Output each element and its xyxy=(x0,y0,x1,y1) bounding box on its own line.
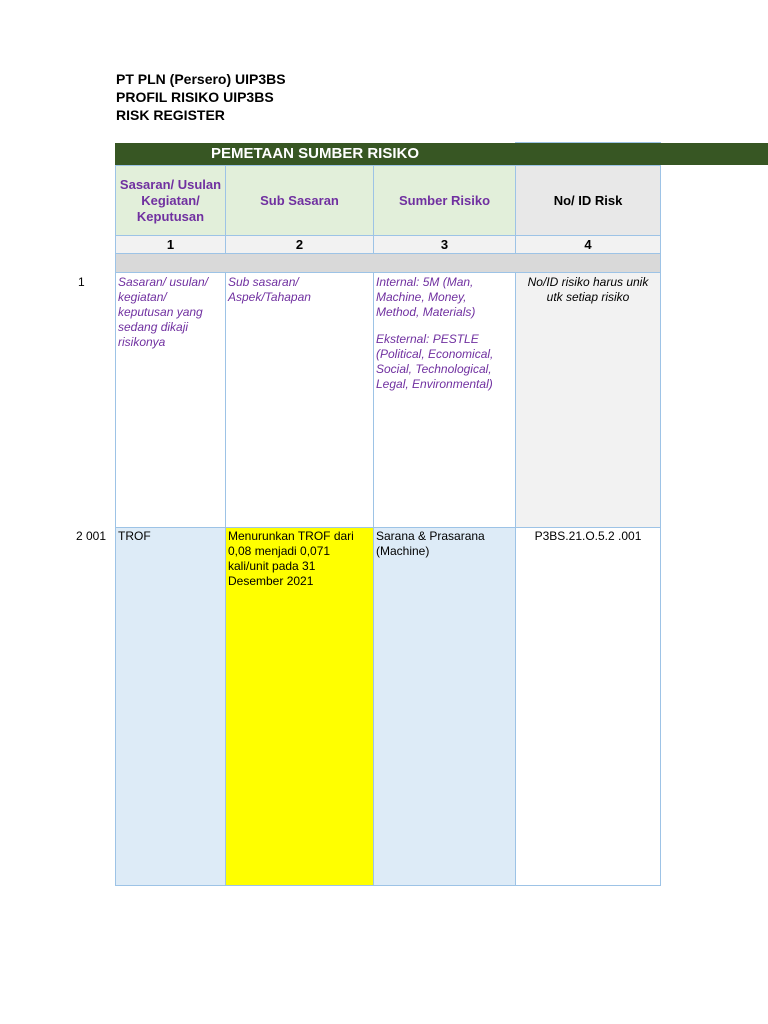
guide-sasaran-cell: Sasaran/ usulan/ kegiatan/ keputusan yang sedang dikaji risikonya xyxy=(115,272,226,528)
header-sub-sasaran: Sub Sasaran xyxy=(225,165,374,236)
data-id-risk-cell: P3BS.21.O.5.2 .001 xyxy=(515,527,661,886)
section-title-bar-extension xyxy=(515,143,768,165)
column-number-3: 3 xyxy=(373,235,516,254)
column-number-1: 1 xyxy=(115,235,226,254)
guide-sumber-eksternal: Eksternal: PESTLE (Political, Economical, Social, Technological, Legal, Environmental) xyxy=(376,332,494,391)
column-number-2: 2 xyxy=(225,235,374,254)
guide-sumber-cell xyxy=(373,272,516,528)
column-number-4: 4 xyxy=(515,235,661,254)
row-number: 1 xyxy=(78,275,85,289)
guide-id-risk-cell: No/ID risiko harus unik utk setiap risiko xyxy=(515,272,661,528)
data-sumber-cell: Sarana & Prasarana (Machine) xyxy=(373,527,516,886)
header-id-risk: No/ ID Risk xyxy=(515,165,661,236)
row-number: 2 001 xyxy=(76,529,107,543)
profile-title: PROFIL RISIKO UIP3BS xyxy=(116,89,274,105)
data-sub-sasaran-cell: Menurunkan TROF dari 0,08 menjadi 0,071 kali/unit pada 31 Desember 2021 xyxy=(225,527,374,886)
separator-row xyxy=(115,253,661,273)
document-header xyxy=(116,70,286,124)
company-name: PT PLN (Persero) UIP3BS xyxy=(116,71,286,87)
guide-sub-sasaran-cell: Sub sasaran/ Aspek/Tahapan xyxy=(225,272,374,528)
register-title: RISK REGISTER xyxy=(116,107,225,123)
data-sasaran-cell: TROF xyxy=(115,527,226,886)
header-sasaran: Sasaran/ Usulan Kegiatan/ Keputusan xyxy=(115,165,226,236)
section-title: PEMETAAN SUMBER RISIKO xyxy=(210,145,420,162)
guide-sumber-internal: Internal: 5M (Man, Machine, Money, Method, Materials) xyxy=(376,275,476,319)
header-sumber-risiko: Sumber Risiko xyxy=(373,165,516,236)
